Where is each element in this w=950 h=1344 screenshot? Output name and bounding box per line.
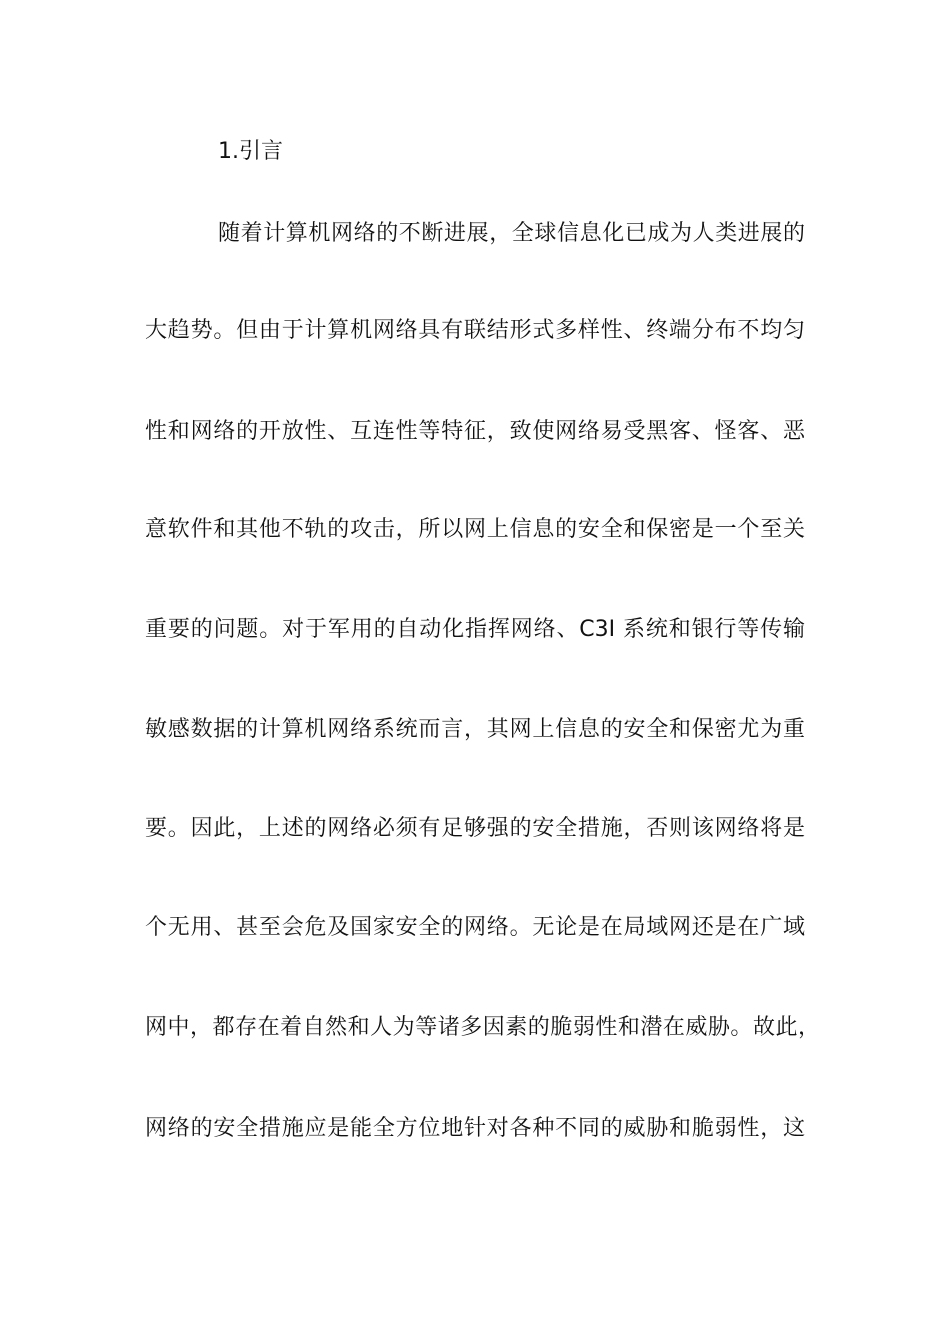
paragraph-line: 重要的问题。对于军用的自动化指挥网络、C3I 系统和银行等传输 <box>145 617 805 642</box>
paragraph-line: 意软件和其他不轨的攻击，所以网上信息的安全和保密是一个至关 <box>145 517 805 542</box>
paragraph-line: 随着计算机网络的不断进展，全球信息化已成为人类进展的 <box>218 221 805 246</box>
paragraph-line: 要。因此，上述的网络必须有足够强的安全措施，否则该网络将是 <box>145 816 805 841</box>
paragraph-line: 性和网络的开放性、互连性等特征，致使网络易受黑客、怪客、恶 <box>145 419 805 444</box>
paragraph-line: 网络的安全措施应是能全方位地针对各种不同的威胁和脆弱性，这 <box>145 1116 805 1141</box>
paragraph-line: 大趋势。但由于计算机网络具有联结形式多样性、终端分布不均匀 <box>145 318 805 343</box>
paragraph-line: 敏感数据的计算机网络系统而言，其网上信息的安全和保密尤为重 <box>145 717 805 742</box>
paragraph-line: 个无用、甚至会危及国家安全的网络。无论是在局域网还是在广域 <box>145 915 805 940</box>
section-heading: 1.引言 <box>218 139 283 164</box>
paragraph-line: 网中，都存在着自然和人为等诸多因素的脆弱性和潜在威胁。故此， <box>145 1015 820 1040</box>
